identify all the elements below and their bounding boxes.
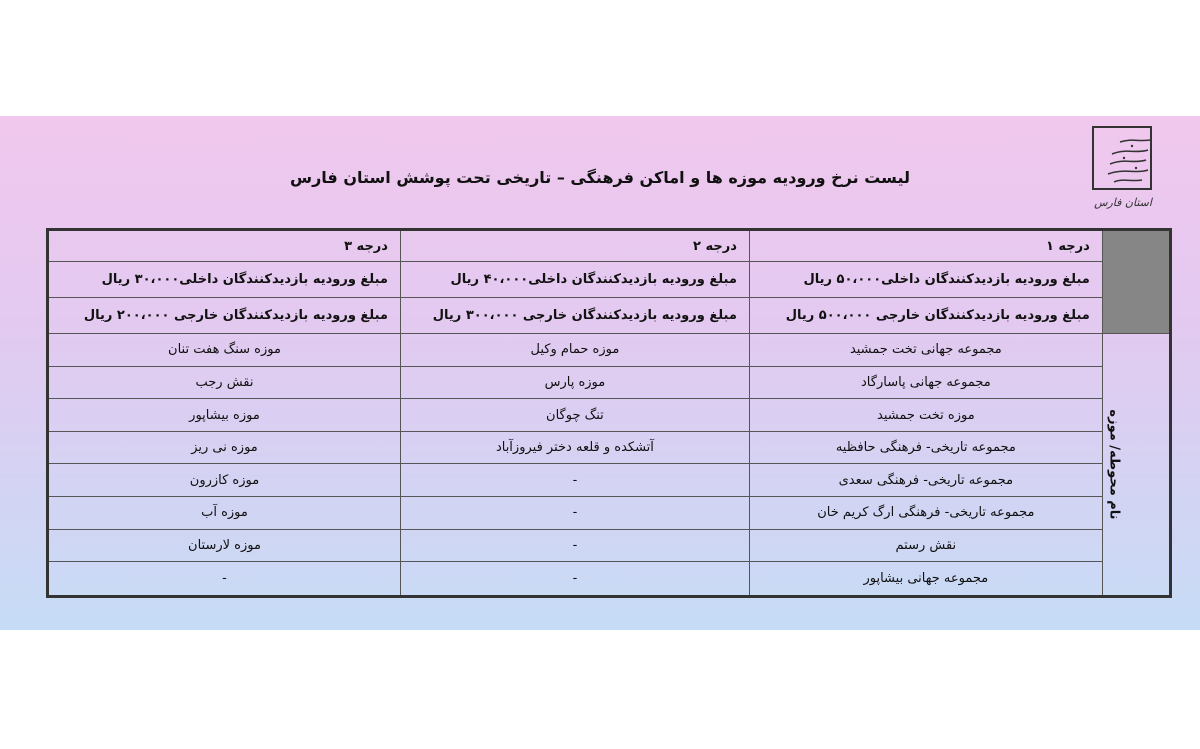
site-cell: موزه کازرون: [48, 464, 401, 497]
site-cell: آتشکده و قلعه دختر فیروزآباد: [400, 431, 749, 464]
site-cell: موزه آب: [48, 497, 401, 530]
site-cell: تنگ چوگان: [400, 399, 749, 432]
table-row: [48, 399, 1171, 432]
header-corner: [1102, 230, 1170, 334]
site-cell: موزه پارس: [400, 366, 749, 399]
site-cell: -: [400, 562, 749, 597]
site-cell: موزه بیشاپور: [48, 399, 401, 432]
side-label-text: نام محوطه/ موزه: [1106, 409, 1122, 520]
site-cell: موزه سنگ هفت تنان: [48, 334, 401, 367]
site-cell: مجموعه جهانی تخت جمشید: [749, 334, 1102, 367]
grade-3-domestic-fee: مبلغ ورودیه بازدیدکنندگان داخلی۳۰،۰۰۰ ریال: [48, 262, 401, 298]
table-row: [48, 497, 1171, 530]
table-row: [48, 562, 1171, 597]
logo-frame: [1092, 126, 1152, 190]
grade-1-foreign-fee: مبلغ ورودیه بازدیدکنندگان خارجی ۵۰۰،۰۰۰ ریال: [749, 298, 1102, 334]
site-cell: مجموعه تاریخی- فرهنگی سعدی: [749, 464, 1102, 497]
grade-3-foreign-fee: مبلغ ورودیه بازدیدکنندگان خارجی ۲۰۰،۰۰۰ ریال: [48, 298, 401, 334]
ministry-logo: [1088, 126, 1158, 222]
domestic-fee-row: [48, 262, 1171, 298]
site-cell: نقش رجب: [48, 366, 401, 399]
site-museum-side-label: [1102, 334, 1170, 597]
site-cell: مجموعه تاریخی- فرهنگی ارگ کریم خان: [749, 497, 1102, 530]
site-cell: -: [48, 562, 401, 597]
grade-name-row: [48, 230, 1171, 262]
site-cell: مجموعه تاریخی- فرهنگی حافظیه: [749, 431, 1102, 464]
page-title: لیست نرخ ورودیه موزه ها و اماکن فرهنگی – تاریخی تحت پوشش استان فارس: [290, 168, 910, 187]
site-cell: نقش رستم: [749, 529, 1102, 562]
grade-2-foreign-fee: مبلغ ورودیه بازدیدکنندگان خارجی ۳۰۰،۰۰۰ ریال: [400, 298, 749, 334]
table-row: [48, 334, 1171, 367]
foreign-fee-row: [48, 298, 1171, 334]
table-row: [48, 431, 1171, 464]
calligraphy-icon: [1102, 134, 1154, 186]
grade-1-name: درجه ۱: [749, 230, 1102, 262]
site-cell: موزه نی ریز: [48, 431, 401, 464]
fees-table: [46, 228, 1172, 598]
site-cell: -: [400, 529, 749, 562]
site-cell: مجموعه جهانی پاسارگاد: [749, 366, 1102, 399]
grade-2-domestic-fee: مبلغ ورودیه بازدیدکنندگان داخلی۴۰،۰۰۰ ریال: [400, 262, 749, 298]
table-row: [48, 464, 1171, 497]
site-cell: -: [400, 464, 749, 497]
site-cell: موزه تخت جمشید: [749, 399, 1102, 432]
logo-caption: استان فارس: [1094, 196, 1152, 209]
site-cell: مجموعه جهانی بیشاپور: [749, 562, 1102, 597]
grade-3-name: درجه ۳: [48, 230, 401, 262]
table-row: [48, 366, 1171, 399]
site-cell: موزه حمام وکیل: [400, 334, 749, 367]
site-cell: -: [400, 497, 749, 530]
site-cell: موزه لارستان: [48, 529, 401, 562]
table-row: [48, 529, 1171, 562]
grade-2-name: درجه ۲: [400, 230, 749, 262]
grade-1-domestic-fee: مبلغ ورودیه بازدیدکنندگان داخلی۵۰،۰۰۰ ریال: [749, 262, 1102, 298]
